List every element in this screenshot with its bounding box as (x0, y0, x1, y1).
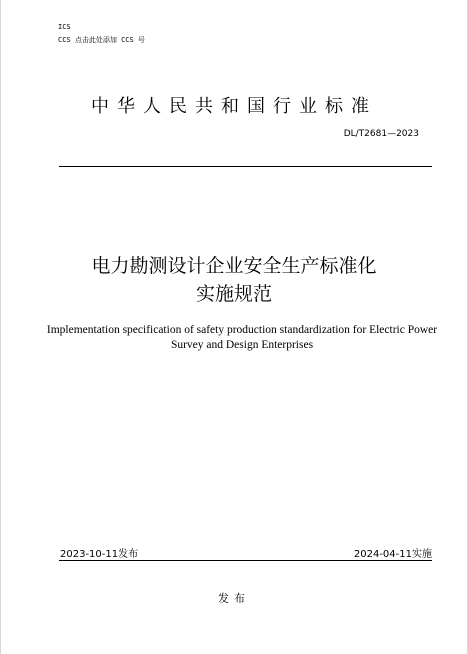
standard-code: DL/T2681—2023 (343, 129, 419, 139)
effective-date: 2024-04-11实施 (353, 549, 432, 560)
publisher-label: 发布 (218, 592, 250, 605)
ics-number: ICS (58, 23, 71, 31)
footer-divider (59, 560, 432, 561)
standard-category-title: 中华人民共和国行业标准 (91, 96, 377, 117)
header-divider (59, 166, 432, 167)
publish-date: 2023-10-11发布 (60, 549, 139, 560)
document-title-english: Implementation specification of safety production standardization for Electric Power Survey and Design Enterprises (46, 324, 438, 351)
document-title-line1: 电力勘测设计企业安全生产标准化 (91, 255, 377, 277)
ccs-number: CCS 点击此处添加 CCS 号 (58, 36, 145, 44)
document-title-line2: 实施规范 (195, 283, 272, 305)
document-title (1, 252, 467, 308)
